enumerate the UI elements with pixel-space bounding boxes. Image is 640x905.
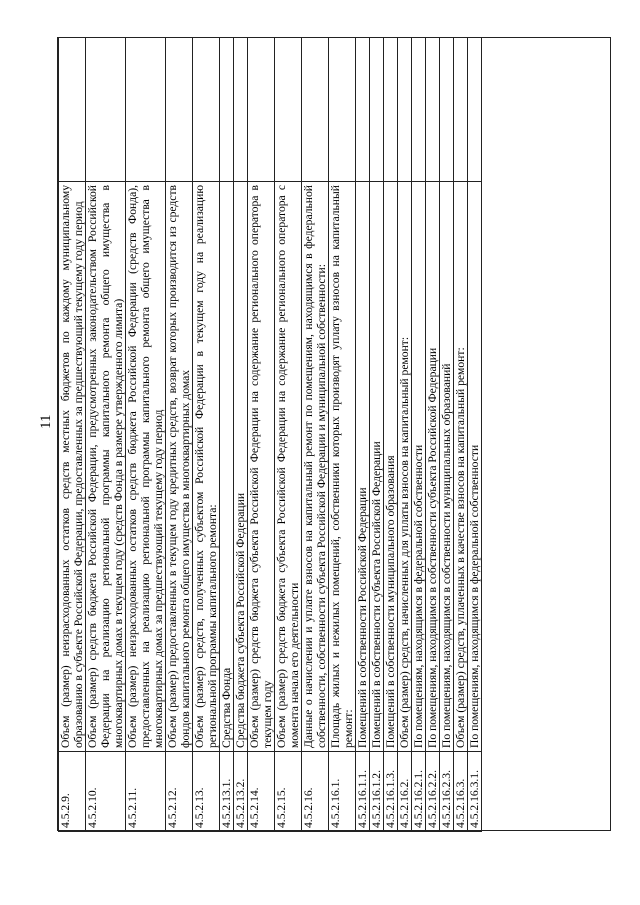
- value-cell: [397, 38, 411, 182]
- table-row: [274, 38, 301, 832]
- row-text: Объем (размер) неизрасходованных остатков средств бюджета Российской Федерации (средств Фонда), предоставленных на реализацию региональной программы капитального ремонта общего имущества в многоквартирных домах за предшествующий текущему году период: [125, 182, 165, 752]
- value-cell: [85, 38, 125, 182]
- row-code: 4.5.2.15.: [274, 752, 301, 832]
- row-code: 4.5.2.16.3.: [453, 752, 467, 832]
- value-cell: [383, 38, 397, 182]
- table-row: [453, 38, 467, 832]
- value-cell: [59, 38, 86, 182]
- row-text: По помещениям, находящимся в собственности субъекта Российской Федерации: [425, 182, 439, 752]
- value-cell: [165, 38, 192, 182]
- row-code: 4.5.2.16.2.: [397, 752, 411, 832]
- row-text: Объем (размер) средств бюджета субъекта Российской Федерации на содержание регионального оператора с момента начала его деятельности: [274, 182, 301, 752]
- row-text: По помещениям, находящимся в федеральной собственности: [411, 182, 425, 752]
- row-code: 4.5.2.12.: [165, 752, 192, 832]
- table-row: [85, 38, 125, 832]
- row-text: Средства бюджета субъекта Российской Федерации: [233, 182, 247, 752]
- indicators-table: [58, 37, 482, 832]
- row-code: 4.5.2.11.: [125, 752, 165, 832]
- row-code: 4.5.2.10.: [85, 752, 125, 832]
- value-cell: [328, 38, 355, 182]
- value-cell: [125, 38, 165, 182]
- table-row: [355, 38, 369, 832]
- page-number: 11: [38, 414, 54, 429]
- row-text: По помещениям, находящимся в федеральной собственности: [467, 182, 481, 752]
- row-text: Объем (размер) средств, начисленных для уплаты взносов на капитальный ремонт:: [397, 182, 411, 752]
- row-code: 4.5.2.13.1.: [219, 752, 233, 832]
- table-row: [383, 38, 397, 832]
- table-frame: [57, 37, 611, 831]
- row-code: 4.5.2.16.1.3.: [383, 752, 397, 832]
- table-row: [247, 38, 274, 832]
- row-text: Помещений в собственности Российской Федерации: [355, 182, 369, 752]
- row-text: Помещений в собственности муниципального образования: [383, 182, 397, 752]
- row-code: 4.5.2.16.1.: [328, 752, 355, 832]
- row-text: По помещениям, находящимся в собственности муниципальных образований: [439, 182, 453, 752]
- row-text: Объем (размер) средств, полученных субъектом Российской Федерации в текущем году на реализацию региональной программы капитального ремонта:: [192, 182, 219, 752]
- value-cell: [425, 38, 439, 182]
- row-text: Помещений в собственности субъекта Российской Федерации: [369, 182, 383, 752]
- row-code: 4.5.2.16.1.2.: [369, 752, 383, 832]
- row-text: Объем (размер) средств бюджета субъекта Российской Федерации на содержание регионального оператора в текущем году: [247, 182, 274, 752]
- row-text: Средства Фонда: [219, 182, 233, 752]
- value-cell: [355, 38, 369, 182]
- row-code: 4.5.2.16.3.1.: [467, 752, 481, 832]
- table-row: [467, 38, 481, 832]
- row-text: Объем (размер) средств, уплаченных в качестве взносов на капитальный ремонт:: [453, 182, 467, 752]
- rotated-table-container: [58, 38, 612, 832]
- row-text: Площадь жилых и нежилых помещений, собственники которых производят уплату взносов на капитальный ремонт:: [328, 182, 355, 752]
- table-row: [219, 38, 233, 832]
- row-code: 4.5.2.13.: [192, 752, 219, 832]
- table-row: [397, 38, 411, 832]
- row-code: 4.5.2.16.2.3.: [439, 752, 453, 832]
- value-cell: [192, 38, 219, 182]
- value-cell: [301, 38, 328, 182]
- value-cell: [439, 38, 453, 182]
- row-code: 4.5.2.14.: [247, 752, 274, 832]
- row-text: Объем (размер) предоставленных в текущем году кредитных средств, возврат которых производится из средств фондов капитального ремонта общего имущества в многоквартирных домах: [165, 182, 192, 752]
- table-row: [369, 38, 383, 832]
- table-row: [233, 38, 247, 832]
- table-row: [192, 38, 219, 832]
- table-row: [59, 38, 86, 832]
- value-cell: [247, 38, 274, 182]
- value-cell: [233, 38, 247, 182]
- row-code: 4.5.2.16.: [301, 752, 328, 832]
- row-code: 4.5.2.13.2.: [233, 752, 247, 832]
- row-code: 4.5.2.16.2.1.: [411, 752, 425, 832]
- table-row: [328, 38, 355, 832]
- value-cell: [453, 38, 467, 182]
- row-text: Данные о начислении и уплате взносов на капитальный ремонт по помещениям, находящимся в федеральной собственности, собственности субъекта Российской Федерации и муниципальной собственности:: [301, 182, 328, 752]
- table-row: [125, 38, 165, 832]
- table-row: [165, 38, 192, 832]
- table-body: [59, 38, 482, 832]
- value-cell: [411, 38, 425, 182]
- row-code: 4.5.2.16.1.1.: [355, 752, 369, 832]
- row-code: 4.5.2.9.: [59, 752, 86, 832]
- value-cell: [274, 38, 301, 182]
- value-cell: [467, 38, 481, 182]
- row-text: Объем (размер) средств бюджета Российской Федерации, предусмотренных законодательством Российской Федерации на реализацию региональной программы капитального ремонта общего имущества в многоквартирных домах в текущем году (средств Фонда в размере утвержденного лимита): [85, 182, 125, 752]
- table-row: [301, 38, 328, 832]
- value-cell: [369, 38, 383, 182]
- table-row: [439, 38, 453, 832]
- row-code: 4.5.2.16.2.2.: [425, 752, 439, 832]
- value-cell: [219, 38, 233, 182]
- row-text: Объем (размер) неизрасходованных остатков средств местных бюджетов по каждому муниципальному образованию в субъекте Российской Федерации, предоставленных за предшествующий текущему году период: [59, 182, 86, 752]
- table-row: [411, 38, 425, 832]
- table-row: [425, 38, 439, 832]
